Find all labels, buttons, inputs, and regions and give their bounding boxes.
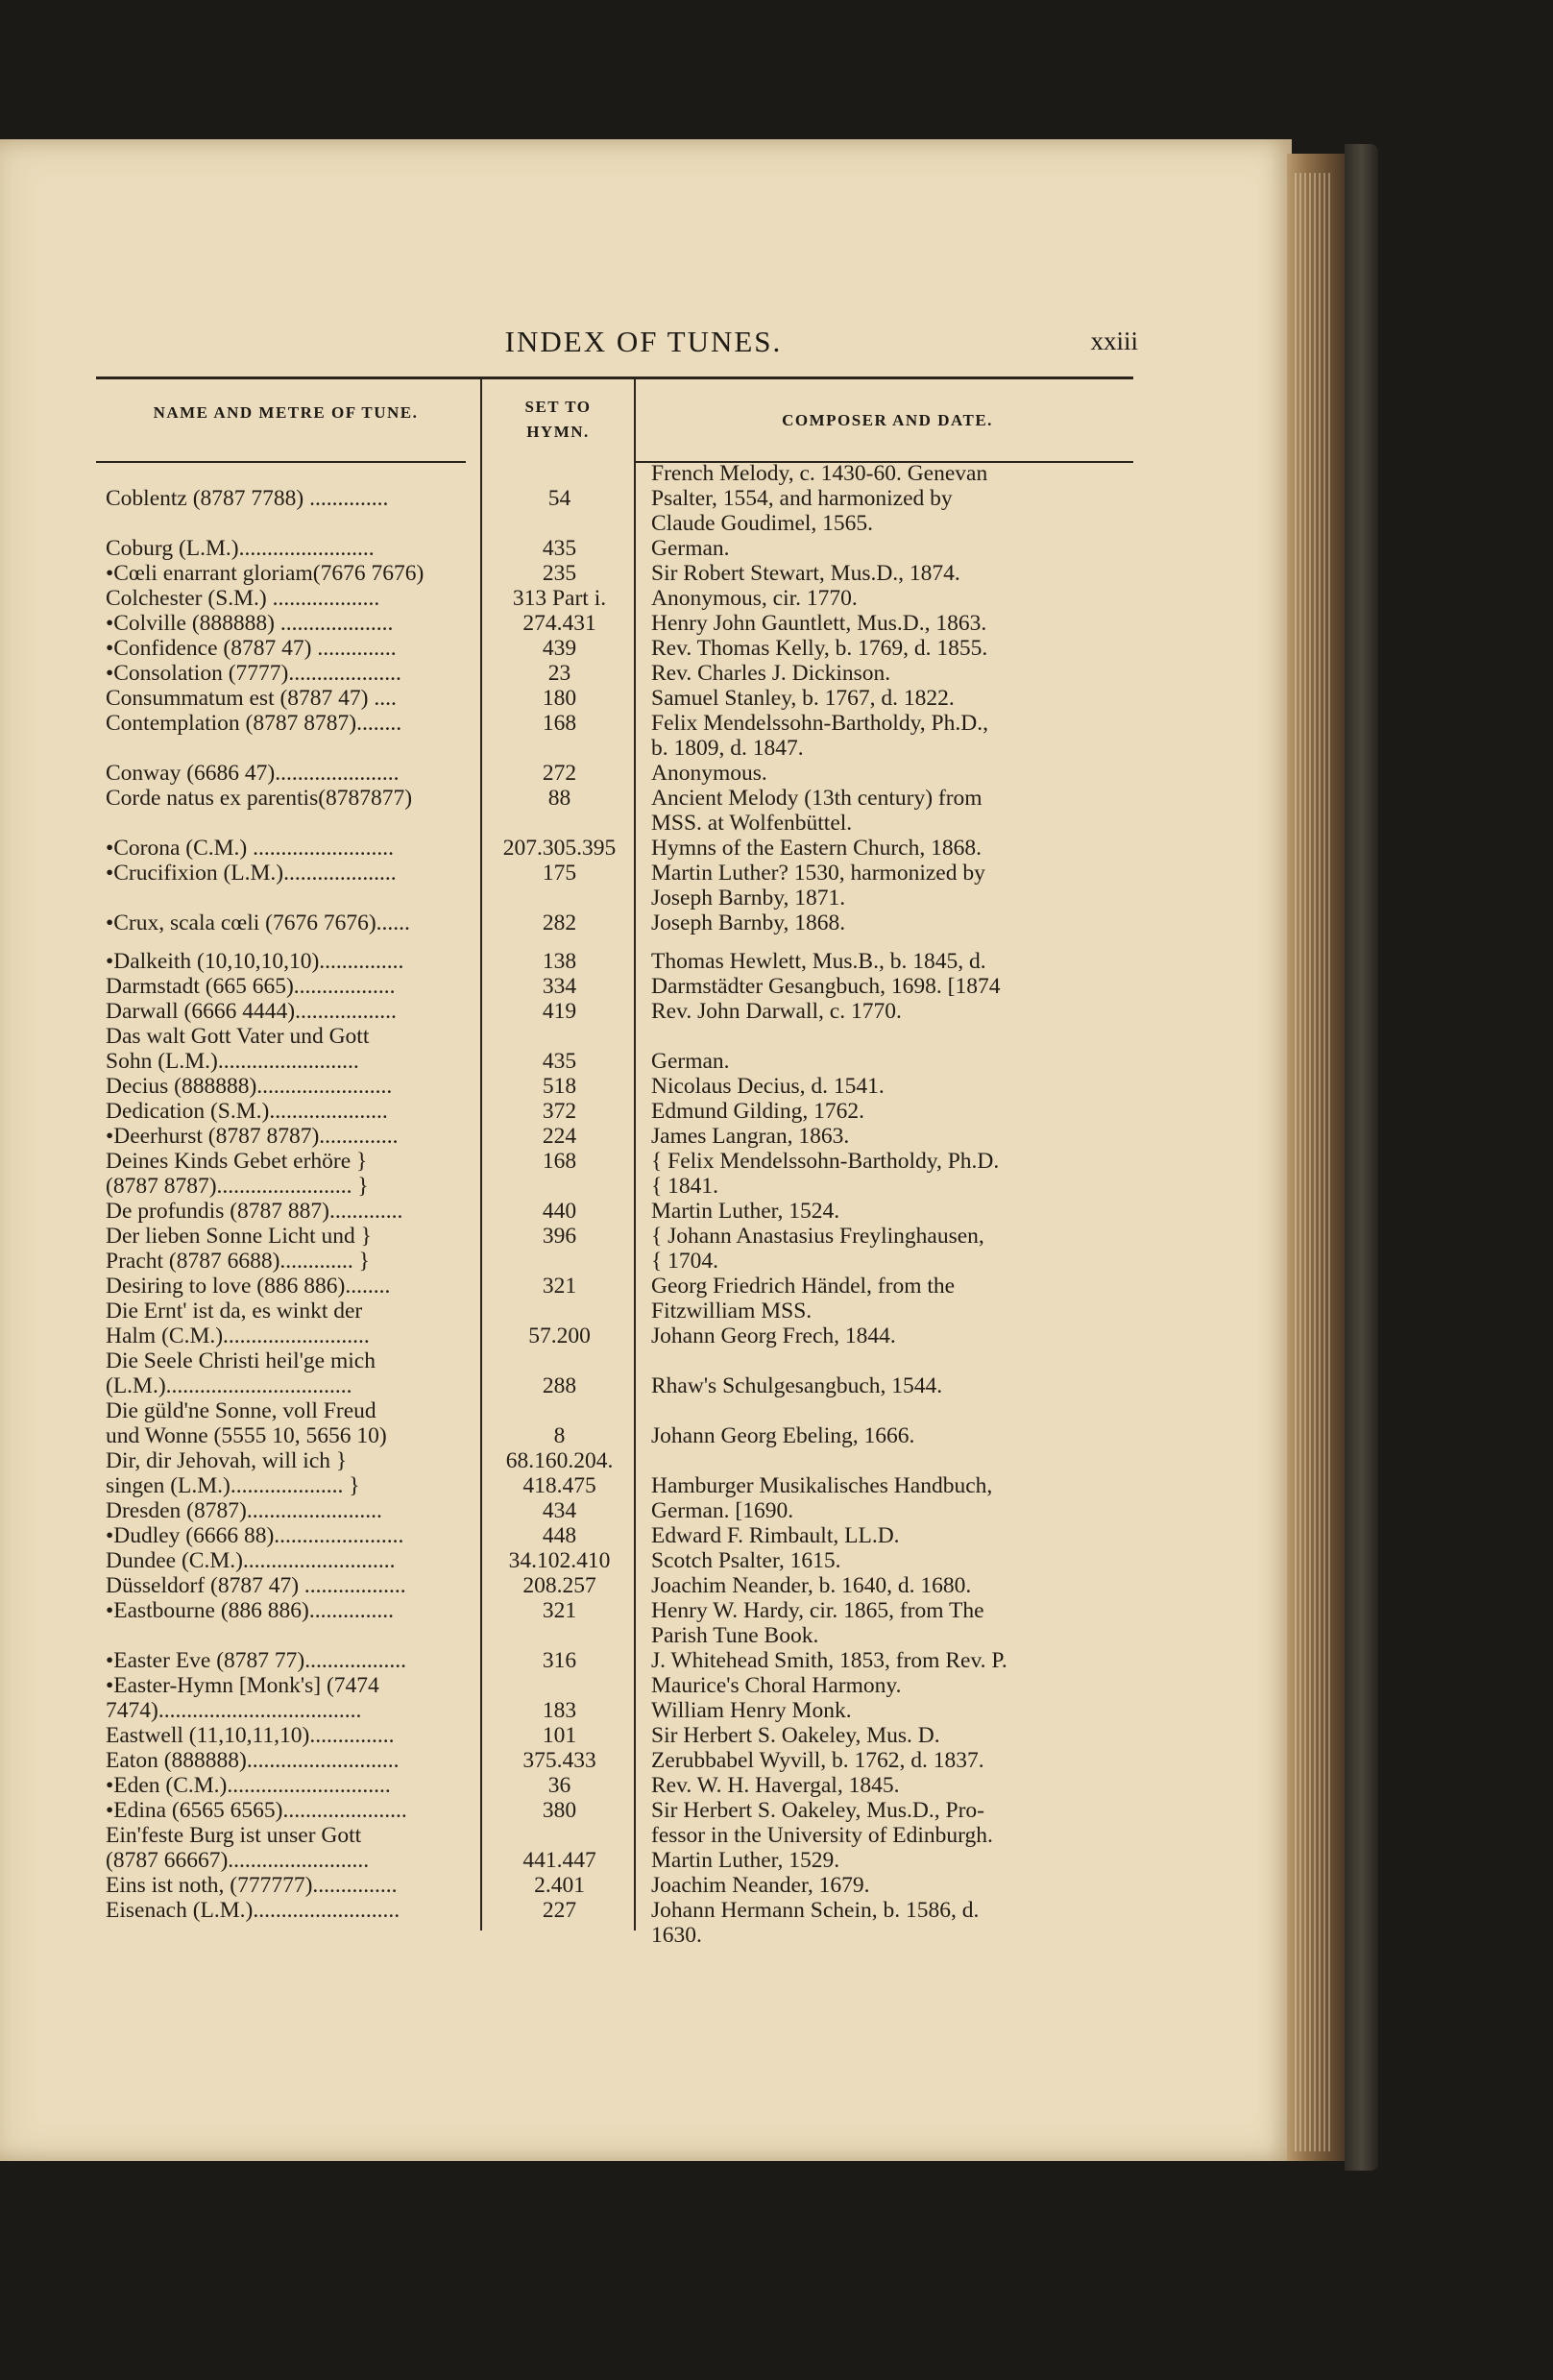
row-8-name: •Consolation (7777)....................	[106, 661, 401, 686]
row-12-name: Conway (6686 47)......................	[106, 761, 400, 786]
row-25-hymn: 372	[542, 1099, 577, 1124]
row-56-hymn: 2.401	[534, 1873, 585, 1898]
row-8-hymn: 23	[547, 661, 571, 686]
row-7-composer: Rev. Thomas Kelly, b. 1769, d. 1855.	[651, 636, 988, 661]
row-7-name: •Confidence (8787 47) ..............	[106, 636, 397, 661]
row-10-composer: Felix Mendelssohn-Bartholdy, Ph.D.,	[651, 711, 988, 736]
row-45-hymn: 321	[542, 1598, 577, 1623]
row-53-hymn: 380	[542, 1798, 577, 1823]
row-50-hymn: 101	[542, 1723, 577, 1748]
row-1-name: Coblentz (8787 7788) ..............	[106, 486, 389, 511]
row-9-hymn: 180	[542, 686, 577, 711]
row-4-composer: Sir Robert Stewart, Mus.D., 1874.	[651, 561, 960, 586]
row-23-name: Sohn (L.M.).........................	[106, 1049, 359, 1074]
row-1-hymn: 54	[547, 486, 571, 511]
row-39-name: Dir, dir Jehovah, will ich }	[106, 1448, 348, 1473]
row-44-composer: Joachim Neander, b. 1640, d. 1680.	[651, 1573, 972, 1598]
row-3-composer: German.	[651, 536, 730, 561]
row-5-name: Colchester (S.M.) ...................	[106, 586, 380, 611]
column-header-hymn-line1: SET TO	[524, 398, 592, 416]
row-6-name: •Colville (888888) ....................	[106, 611, 394, 636]
row-52-name: •Eden (C.M.).............................	[106, 1773, 391, 1798]
row-51-name: Eaton (888888)...........................	[106, 1748, 400, 1773]
row-41-name: Dresden (8787)........................	[106, 1498, 382, 1523]
row-27-hymn: 168	[542, 1149, 577, 1174]
row-15-composer: Hymns of the Eastern Church, 1868.	[651, 836, 982, 861]
row-4-hymn: 235	[542, 561, 577, 586]
row-6-hymn: 274.431	[522, 611, 596, 636]
row-0-composer: French Melody, c. 1430-60. Genevan	[651, 461, 988, 486]
row-35-name: Die Seele Christi heil'ge mich	[106, 1348, 376, 1373]
row-13-name: Corde natus ex parentis(8787877)	[106, 786, 413, 811]
row-37-name: Die güld'ne Sonne, voll Freud	[106, 1398, 376, 1423]
row-50-name: Eastwell (11,10,11,10)...............	[106, 1723, 395, 1748]
row-36-hymn: 288	[542, 1373, 577, 1398]
row-24-name: Decius (888888)........................	[106, 1074, 393, 1099]
row-10-name: Contemplation (8787 8787)........	[106, 711, 402, 736]
row-20-composer: Darmstädter Gesangbuch, 1698. [1874	[651, 974, 1001, 999]
row-42-name: •Dudley (6666 88).......................	[106, 1523, 404, 1548]
row-58-composer: 1630.	[651, 1923, 702, 1948]
row-27-name: Deines Kinds Gebet erhöre }	[106, 1149, 368, 1174]
row-24-composer: Nicolaus Decius, d. 1541.	[651, 1074, 885, 1099]
row-26-hymn: 224	[542, 1124, 577, 1149]
row-30-hymn: 396	[542, 1224, 577, 1249]
row-3-hymn: 435	[542, 536, 577, 561]
row-18-composer: Joseph Barnby, 1868.	[651, 911, 846, 935]
row-55-hymn: 441.447	[522, 1848, 596, 1873]
row-16-name: •Crucifixion (L.M.)....................	[106, 861, 397, 886]
column-header-hymn-line2: HYMN.	[526, 423, 590, 441]
row-40-composer: Hamburger Musikalisches Handbuch,	[651, 1473, 993, 1498]
row-29-composer: Martin Luther, 1524.	[651, 1199, 840, 1224]
row-5-hymn: 313 Part i.	[512, 586, 607, 611]
row-10-hymn: 168	[542, 711, 577, 736]
row-32-hymn: 321	[542, 1274, 577, 1299]
row-20-hymn: 334	[542, 974, 577, 999]
row-44-name: Düsseldorf (8787 47) ..................	[106, 1573, 406, 1598]
row-54-composer: fessor in the University of Edinburgh.	[651, 1823, 993, 1848]
row-51-composer: Zerubbabel Wyvill, b. 1762, d. 1837.	[651, 1748, 984, 1773]
row-33-composer: Fitzwilliam MSS.	[651, 1299, 813, 1324]
row-18-hymn: 282	[542, 911, 577, 935]
row-27-composer: { Felix Mendelssohn-Bartholdy, Ph.D.	[651, 1149, 1000, 1174]
row-57-composer: Johann Hermann Schein, b. 1586, d.	[651, 1898, 980, 1923]
row-21-composer: Rev. John Darwall, c. 1770.	[651, 999, 902, 1024]
row-5-composer: Anonymous, cir. 1770.	[651, 586, 858, 611]
row-4-name: •Cœli enarrant gloriam(7676 7676)	[106, 561, 425, 586]
row-21-hymn: 419	[542, 999, 577, 1024]
row-15-name: •Corona (C.M.) .........................	[106, 836, 395, 861]
row-48-composer: Maurice's Choral Harmony.	[651, 1673, 902, 1698]
row-28-name: (8787 8787)........................ }	[106, 1174, 369, 1199]
row-26-composer: James Langran, 1863.	[651, 1124, 850, 1149]
row-36-composer: Rhaw's Schulgesangbuch, 1544.	[651, 1373, 943, 1398]
row-30-name: Der lieben Sonne Licht und }	[106, 1224, 372, 1249]
row-52-hymn: 36	[547, 1773, 571, 1798]
row-19-name: •Dalkeith (10,10,10,10)...............	[106, 949, 404, 974]
row-49-hymn: 183	[542, 1698, 577, 1723]
row-1-composer: Psalter, 1554, and harmonized by	[651, 486, 953, 511]
row-15-hymn: 207.305.395	[502, 836, 617, 861]
row-38-composer: Johann Georg Ebeling, 1666.	[651, 1423, 915, 1448]
row-17-composer: Joseph Barnby, 1871.	[651, 886, 846, 911]
row-26-name: •Deerhurst (8787 8787)..............	[106, 1124, 399, 1149]
row-16-composer: Martin Luther? 1530, harmonized by	[651, 861, 985, 886]
row-46-composer: Parish Tune Book.	[651, 1623, 819, 1648]
row-23-hymn: 435	[542, 1049, 577, 1074]
row-40-hymn: 418.475	[522, 1473, 596, 1498]
row-9-name: Consummatum est (8787 47) ....	[106, 686, 397, 711]
row-2-composer: Claude Goudimel, 1565.	[651, 511, 874, 536]
row-55-name: (8787 66667).........................	[106, 1848, 370, 1873]
row-39-hymn: 68.160.204.	[505, 1448, 614, 1473]
row-28-composer: { 1841.	[651, 1174, 719, 1199]
page-edge-lines	[1295, 173, 1333, 2151]
column-header-name: NAME AND METRE OF TUNE.	[153, 403, 419, 422]
row-18-name: •Crux, scala cœli (7676 7676)......	[106, 911, 410, 935]
row-31-name: Pracht (8787 6688)............. }	[106, 1249, 370, 1274]
row-32-name: Desiring to love (886 886)........	[106, 1274, 391, 1299]
row-20-name: Darmstadt (665 665)..................	[106, 974, 396, 999]
row-29-hymn: 440	[542, 1199, 577, 1224]
row-25-name: Dedication (S.M.).....................	[106, 1099, 388, 1124]
row-14-composer: MSS. at Wolfenbüttel.	[651, 811, 853, 836]
row-53-name: •Edina (6565 6565)......................	[106, 1798, 407, 1823]
row-30-composer: { Johann Anastasius Freylinghausen,	[651, 1224, 984, 1249]
row-55-composer: Martin Luther, 1529.	[651, 1848, 840, 1873]
row-57-name: Eisenach (L.M.)..........................	[106, 1898, 400, 1923]
book-cover	[1345, 144, 1378, 2171]
row-49-composer: William Henry Monk.	[651, 1698, 852, 1723]
row-29-name: De profundis (8787 887).............	[106, 1199, 403, 1224]
row-36-name: (L.M.).................................	[106, 1373, 352, 1398]
row-53-composer: Sir Herbert S. Oakeley, Mus.D., Pro-	[651, 1798, 985, 1823]
row-13-composer: Ancient Melody (13th century) from	[651, 786, 983, 811]
row-40-name: singen (L.M.).................... }	[106, 1473, 360, 1498]
row-44-hymn: 208.257	[522, 1573, 596, 1598]
row-34-hymn: 57.200	[528, 1324, 591, 1348]
row-54-name: Ein'feste Burg ist unser Gott	[106, 1823, 362, 1848]
page-title: INDEX OF TUNES.	[504, 325, 783, 358]
row-34-name: Halm (C.M.)..........................	[106, 1324, 370, 1348]
row-41-composer: German. [1690.	[651, 1498, 794, 1523]
row-49-name: 7474)....................................	[106, 1698, 362, 1723]
row-56-name: Eins ist noth, (777777)...............	[106, 1873, 398, 1898]
row-23-composer: German.	[651, 1049, 730, 1074]
row-47-name: •Easter Eve (8787 77)..................	[106, 1648, 407, 1673]
row-24-hymn: 518	[542, 1074, 577, 1099]
row-9-composer: Samuel Stanley, b. 1767, d. 1822.	[651, 686, 955, 711]
page-number: xxiii	[1090, 327, 1138, 355]
row-13-hymn: 88	[547, 786, 571, 811]
row-57-hymn: 227	[542, 1898, 577, 1923]
column-header-composer: COMPOSER AND DATE.	[782, 411, 993, 429]
row-42-composer: Edward F. Rimbault, LL.D.	[651, 1523, 900, 1548]
row-19-composer: Thomas Hewlett, Mus.B., b. 1845, d.	[651, 949, 986, 974]
row-47-composer: J. Whitehead Smith, 1853, from Rev. P.	[651, 1648, 1007, 1673]
row-51-hymn: 375.433	[522, 1748, 596, 1773]
row-11-composer: b. 1809, d. 1847.	[651, 736, 804, 761]
row-52-composer: Rev. W. H. Havergal, 1845.	[651, 1773, 900, 1798]
row-38-hymn: 8	[553, 1423, 566, 1448]
row-45-name: •Eastbourne (886 886)...............	[106, 1598, 394, 1623]
row-45-composer: Henry W. Hardy, cir. 1865, from The	[651, 1598, 984, 1623]
row-7-hymn: 439	[542, 636, 577, 661]
row-22-name: Das walt Gott Vater und Gott	[106, 1024, 370, 1049]
row-6-composer: Henry John Gauntlett, Mus.D., 1863.	[651, 611, 987, 636]
row-43-hymn: 34.102.410	[508, 1548, 611, 1573]
row-33-name: Die Ernt' ist da, es winkt der	[106, 1299, 363, 1324]
row-12-hymn: 272	[542, 761, 577, 786]
row-47-hymn: 316	[542, 1648, 577, 1673]
row-41-hymn: 434	[542, 1498, 577, 1523]
row-19-hymn: 138	[542, 949, 577, 974]
row-34-composer: Johann Georg Frech, 1844.	[651, 1324, 896, 1348]
row-42-hymn: 448	[542, 1523, 577, 1548]
row-48-name: •Easter-Hymn [Monk's] (7474	[106, 1673, 379, 1698]
row-16-hymn: 175	[542, 861, 577, 886]
row-38-name: und Wonne (5555 10, 5656 10)	[106, 1423, 387, 1448]
row-8-composer: Rev. Charles J. Dickinson.	[651, 661, 891, 686]
row-25-composer: Edmund Gilding, 1762.	[651, 1099, 864, 1124]
row-32-composer: Georg Friedrich Händel, from the	[651, 1274, 956, 1299]
row-21-name: Darwall (6666 4444)..................	[106, 999, 397, 1024]
row-43-name: Dundee (C.M.)...........................	[106, 1548, 396, 1573]
row-31-composer: { 1704.	[651, 1249, 719, 1274]
row-3-name: Coburg (L.M.)........................	[106, 536, 375, 561]
row-43-composer: Scotch Psalter, 1615.	[651, 1548, 841, 1573]
row-12-composer: Anonymous.	[651, 761, 767, 786]
row-50-composer: Sir Herbert S. Oakeley, Mus. D.	[651, 1723, 940, 1748]
row-56-composer: Joachim Neander, 1679.	[651, 1873, 870, 1898]
